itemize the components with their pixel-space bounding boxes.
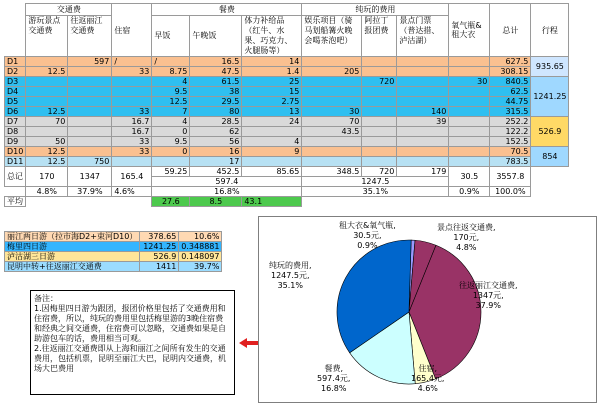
cell-c11: 44.75 — [490, 97, 531, 107]
cell-c1: 70 — [26, 117, 68, 127]
cell-c3 — [112, 97, 152, 107]
cell-c4: 8.75 — [152, 67, 190, 77]
cell-c2 — [68, 77, 112, 87]
cell-c2 — [68, 67, 112, 77]
day-cell: D4 — [5, 87, 26, 97]
summary-row: 泸沽湖三日游 526.9 0.148097 — [5, 252, 222, 262]
cell-c2 — [68, 147, 112, 157]
cell-c6: 13 — [242, 107, 302, 117]
cell-c5: 29.5 — [190, 97, 242, 107]
cell-c8 — [362, 117, 397, 127]
cell-c1 — [26, 57, 68, 67]
total-grand: 3557.8 — [490, 167, 531, 187]
day-cell: D10 — [5, 147, 26, 157]
pct-meals: 16.8% — [152, 187, 302, 197]
cell-c11: 122.2 — [490, 127, 531, 137]
day-cell: D8 — [5, 127, 26, 137]
cell-c11: 152.5 — [490, 137, 531, 147]
cell-c4: / — [152, 57, 190, 67]
meals-sum: 597.4 — [152, 177, 302, 187]
cell-c1: 12.5 — [26, 67, 68, 77]
cell-c9 — [397, 87, 449, 97]
cell-c5: 80 — [190, 107, 242, 117]
cell-c3: 33 — [112, 147, 152, 157]
day-cell: D2 — [5, 67, 26, 77]
summary-row: 昆明中转+往返丽江交通费 1411 39.7% — [5, 262, 222, 272]
cell-c6: 24 — [242, 117, 302, 127]
average-snacks: 43.1 — [242, 197, 302, 207]
header-oxygen: 氧气瓶&租大衣 — [449, 4, 490, 57]
cell-c7 — [302, 57, 362, 67]
header-transport: 交通费 — [26, 4, 112, 16]
total-scenic-transport: 170 — [26, 167, 68, 187]
notes-box — [30, 290, 235, 395]
itinerary-cell: 1241.25 — [531, 77, 569, 117]
expense-pie-chart — [258, 216, 597, 403]
cell-c6: 25 — [242, 77, 302, 87]
header-lodging: 住宿 — [112, 4, 152, 57]
pct-total: 100.0% — [490, 187, 531, 197]
day-cell: D3 — [5, 77, 26, 87]
cell-c8 — [362, 57, 397, 67]
cell-c9 — [397, 67, 449, 77]
cell-c1: 12.5 — [26, 157, 68, 167]
cell-c11: 252.2 — [490, 117, 531, 127]
cell-c6: 4 — [242, 137, 302, 147]
notes-title: 备注： — [34, 294, 58, 303]
cell-c3: 33 — [112, 137, 152, 147]
cell-c7 — [302, 87, 362, 97]
pie-label-lodging: 住宿, 165.4元, 4.6% — [411, 364, 445, 393]
cell-c6: 1.4 — [242, 67, 302, 77]
table-row — [5, 127, 569, 137]
summary-row: 丽江两日游（拉市海D2+束河D10） 378.65 10.6% — [5, 232, 222, 242]
cell-c1: 12.5 — [26, 107, 68, 117]
header-fun: 纯玩的费用 — [302, 4, 449, 16]
total-oxygen: 30.5 — [449, 167, 490, 187]
cell-c7 — [302, 77, 362, 87]
cell-c8: 720 — [362, 77, 397, 87]
cell-c2: 750 — [68, 157, 112, 167]
cell-c5: 47.5 — [190, 67, 242, 77]
cell-c11: 783.5 — [490, 157, 531, 167]
cell-c9 — [397, 77, 449, 87]
expense-table — [4, 3, 569, 207]
cell-c7 — [302, 157, 362, 167]
cell-c2 — [68, 97, 112, 107]
cell-c8 — [362, 97, 397, 107]
total-tickets: 179 — [397, 167, 449, 177]
total-snacks: 85.65 — [242, 167, 302, 177]
table-row — [5, 97, 569, 107]
day-cell: D1 — [5, 57, 26, 67]
cell-c4: 7 — [152, 107, 190, 117]
table-row — [5, 107, 569, 117]
header-total: 总计 — [490, 4, 531, 57]
average-lunch: 8.5 — [190, 197, 242, 207]
cell-c10: 30 — [449, 77, 490, 87]
cell-c11: 627.5 — [490, 57, 531, 67]
cell-c3: / — [112, 57, 152, 67]
total-lunch: 452.5 — [190, 167, 242, 177]
header-tickets: 景点门票（普达措、泸沽湖） — [397, 16, 449, 57]
table-row — [5, 117, 569, 127]
table-row — [5, 77, 569, 87]
total-guide: 720 — [362, 167, 397, 177]
cell-c10 — [449, 107, 490, 117]
pie-label-meals: 餐费, 597.4元, 16.8% — [317, 364, 351, 393]
table-row — [5, 157, 569, 167]
cell-c4: 4 — [152, 77, 190, 87]
cell-c10 — [449, 57, 490, 67]
total-lijiang-transport: 1347 — [68, 167, 112, 187]
pie-label-oxygen: 租大衣&氧气瓶, 30.5元, 0.9% — [339, 221, 396, 250]
total-breakfast: 59.25 — [152, 167, 190, 177]
cell-c8 — [362, 147, 397, 157]
cell-c9 — [397, 147, 449, 157]
day-cell: D9 — [5, 137, 26, 147]
day-cell: D7 — [5, 117, 26, 127]
cell-c9: 39 — [397, 117, 449, 127]
cell-c5: 61.5 — [190, 77, 242, 87]
cell-c5: 28.5 — [190, 117, 242, 127]
cell-c8 — [362, 137, 397, 147]
cell-c8 — [362, 127, 397, 137]
cell-c4: 12.5 — [152, 97, 190, 107]
cell-c7: 205 — [302, 67, 362, 77]
header-lunch: 午晚饭 — [190, 16, 242, 57]
cell-c10 — [449, 67, 490, 77]
cell-c7: 70 — [302, 117, 362, 127]
cell-c5: 38 — [190, 87, 242, 97]
cell-c3: 16.7 — [112, 127, 152, 137]
cell-c1 — [26, 97, 68, 107]
header-meals: 餐费 — [152, 4, 302, 16]
cell-c2 — [68, 117, 112, 127]
cell-c6: 15 — [242, 87, 302, 97]
table-row — [5, 137, 569, 147]
cell-c9 — [397, 127, 449, 137]
cell-c2 — [68, 137, 112, 147]
cell-c4: 9.5 — [152, 137, 190, 147]
cell-c11: 315.5 — [490, 107, 531, 117]
pct-scenic: 4.8% — [26, 187, 68, 197]
total-lodging: 165.4 — [112, 167, 152, 187]
cell-c6 — [242, 127, 302, 137]
trip-summary-table — [4, 231, 222, 272]
average-breakfast: 27.6 — [152, 197, 190, 207]
cell-c7 — [302, 147, 362, 157]
cell-c11: 62.5 — [490, 87, 531, 97]
header-lijiang-transport: 往返丽江交通费 — [68, 16, 112, 57]
cell-c2 — [68, 87, 112, 97]
cell-c8 — [362, 67, 397, 77]
cell-c2 — [68, 107, 112, 117]
day-cell: D5 — [5, 97, 26, 107]
itinerary-cell: 854 — [531, 147, 569, 167]
table-row — [5, 147, 569, 157]
itinerary-cell: 935.65 — [531, 57, 569, 77]
cell-c7: 43.5 — [302, 127, 362, 137]
cell-c3: 33 — [112, 67, 152, 77]
cell-c10 — [449, 97, 490, 107]
pie-label-fun: 纯玩的费用, 1247.5元, 35.1% — [269, 261, 312, 290]
table-row — [5, 87, 569, 97]
total-entertainment: 348.5 — [302, 167, 362, 177]
cell-c10 — [449, 127, 490, 137]
itinerary-cell: 526.9 — [531, 117, 569, 147]
day-cell: D11 — [5, 157, 26, 167]
cell-c11: 70.5 — [490, 147, 531, 157]
cell-c6 — [242, 157, 302, 167]
cell-c4: 0 — [152, 147, 190, 157]
cell-c6: 9 — [242, 147, 302, 157]
pie-label-scenic: 景点往返交通费, 170元, 4.8% — [437, 223, 496, 252]
header-itinerary: 行程 — [531, 4, 569, 57]
cell-c6: 14 — [242, 57, 302, 67]
cell-c1 — [26, 127, 68, 137]
cell-c9 — [397, 57, 449, 67]
cell-c2: 597 — [68, 57, 112, 67]
cell-c9 — [397, 97, 449, 107]
notes-line-1: 1.因梅里四日游为跟团，报团价格里包括了交通费用和住宿费，所以，纯玩的费用里包括梅里游的3晚住宿费和经典之间交通费，住宿费可以忽略，交通费如果是自助游包车的话，费用相当可观。 — [34, 304, 226, 343]
cell-c9 — [397, 137, 449, 147]
cell-c7 — [302, 97, 362, 107]
cell-c4: 0 — [152, 127, 190, 137]
cell-c1 — [26, 77, 68, 87]
cell-c9 — [397, 157, 449, 167]
summary-row: 梅里四日游 1241.25 0.348881 — [5, 242, 222, 252]
cell-c10 — [449, 147, 490, 157]
header-breakfast: 早饭 — [152, 16, 190, 57]
cell-c1 — [26, 87, 68, 97]
cell-c1: 12.5 — [26, 147, 68, 157]
cell-c5: 16 — [190, 147, 242, 157]
cell-c8 — [362, 107, 397, 117]
cell-c8 — [362, 87, 397, 97]
fun-sum: 1247.5 — [302, 177, 449, 187]
pct-lodging: 4.6% — [112, 187, 152, 197]
pct-oxygen: 0.9% — [449, 187, 490, 197]
cell-c9: 140 — [397, 107, 449, 117]
header-guide: 阿拉丁报团费 — [362, 16, 397, 57]
cell-c8 — [362, 157, 397, 167]
cell-c10 — [449, 157, 490, 167]
cell-c7 — [302, 137, 362, 147]
totals-label: 总记 — [5, 167, 26, 187]
pct-lijiang: 37.9% — [68, 187, 112, 197]
cell-c4: 4 — [152, 117, 190, 127]
cell-c1: 50 — [26, 137, 68, 147]
pie-label-lijiang: 往返丽江交通费, 1347元, 37.9% — [459, 281, 518, 310]
cell-c2 — [68, 127, 112, 137]
cell-c3: 33 — [112, 107, 152, 117]
pct-fun: 35.1% — [302, 187, 449, 197]
table-row — [5, 67, 569, 77]
notes-line-2: 2.往返丽江交通费即从上海和丽江之间所有发生的交通费用，包括机票，昆明至丽江大巴，昆明内交通费，机场大巴费用 — [34, 344, 226, 373]
header-scenic-transport: 游玩景点交通费 — [26, 16, 68, 57]
cell-c3 — [112, 87, 152, 97]
cell-c4: 9.5 — [152, 87, 190, 97]
cell-c3: 16.7 — [112, 117, 152, 127]
cell-c5: 56 — [190, 137, 242, 147]
cell-c10 — [449, 137, 490, 147]
cell-c3 — [112, 157, 152, 167]
cell-c10 — [449, 87, 490, 97]
cell-c7: 30 — [302, 107, 362, 117]
cell-c5: 17 — [190, 157, 242, 167]
average-label: 平均 — [5, 197, 26, 207]
header-entertainment: 娱乐项目（骑马划船篝火晚会喝茶泡吧） — [302, 16, 362, 57]
cell-c6: 2.75 — [242, 97, 302, 107]
day-cell: D6 — [5, 107, 26, 117]
cell-c10 — [449, 117, 490, 127]
cell-c5: 62 — [190, 127, 242, 137]
cell-c11: 840.5 — [490, 77, 531, 87]
cell-c11: 308.15 — [490, 67, 531, 77]
header-snacks: 体力补给品（红牛、水果、巧克力、火腿肠等） — [242, 16, 302, 57]
cell-c3 — [112, 77, 152, 87]
cell-c5: 16.5 — [190, 57, 242, 67]
table-row — [5, 57, 569, 67]
cell-c4 — [152, 157, 190, 167]
